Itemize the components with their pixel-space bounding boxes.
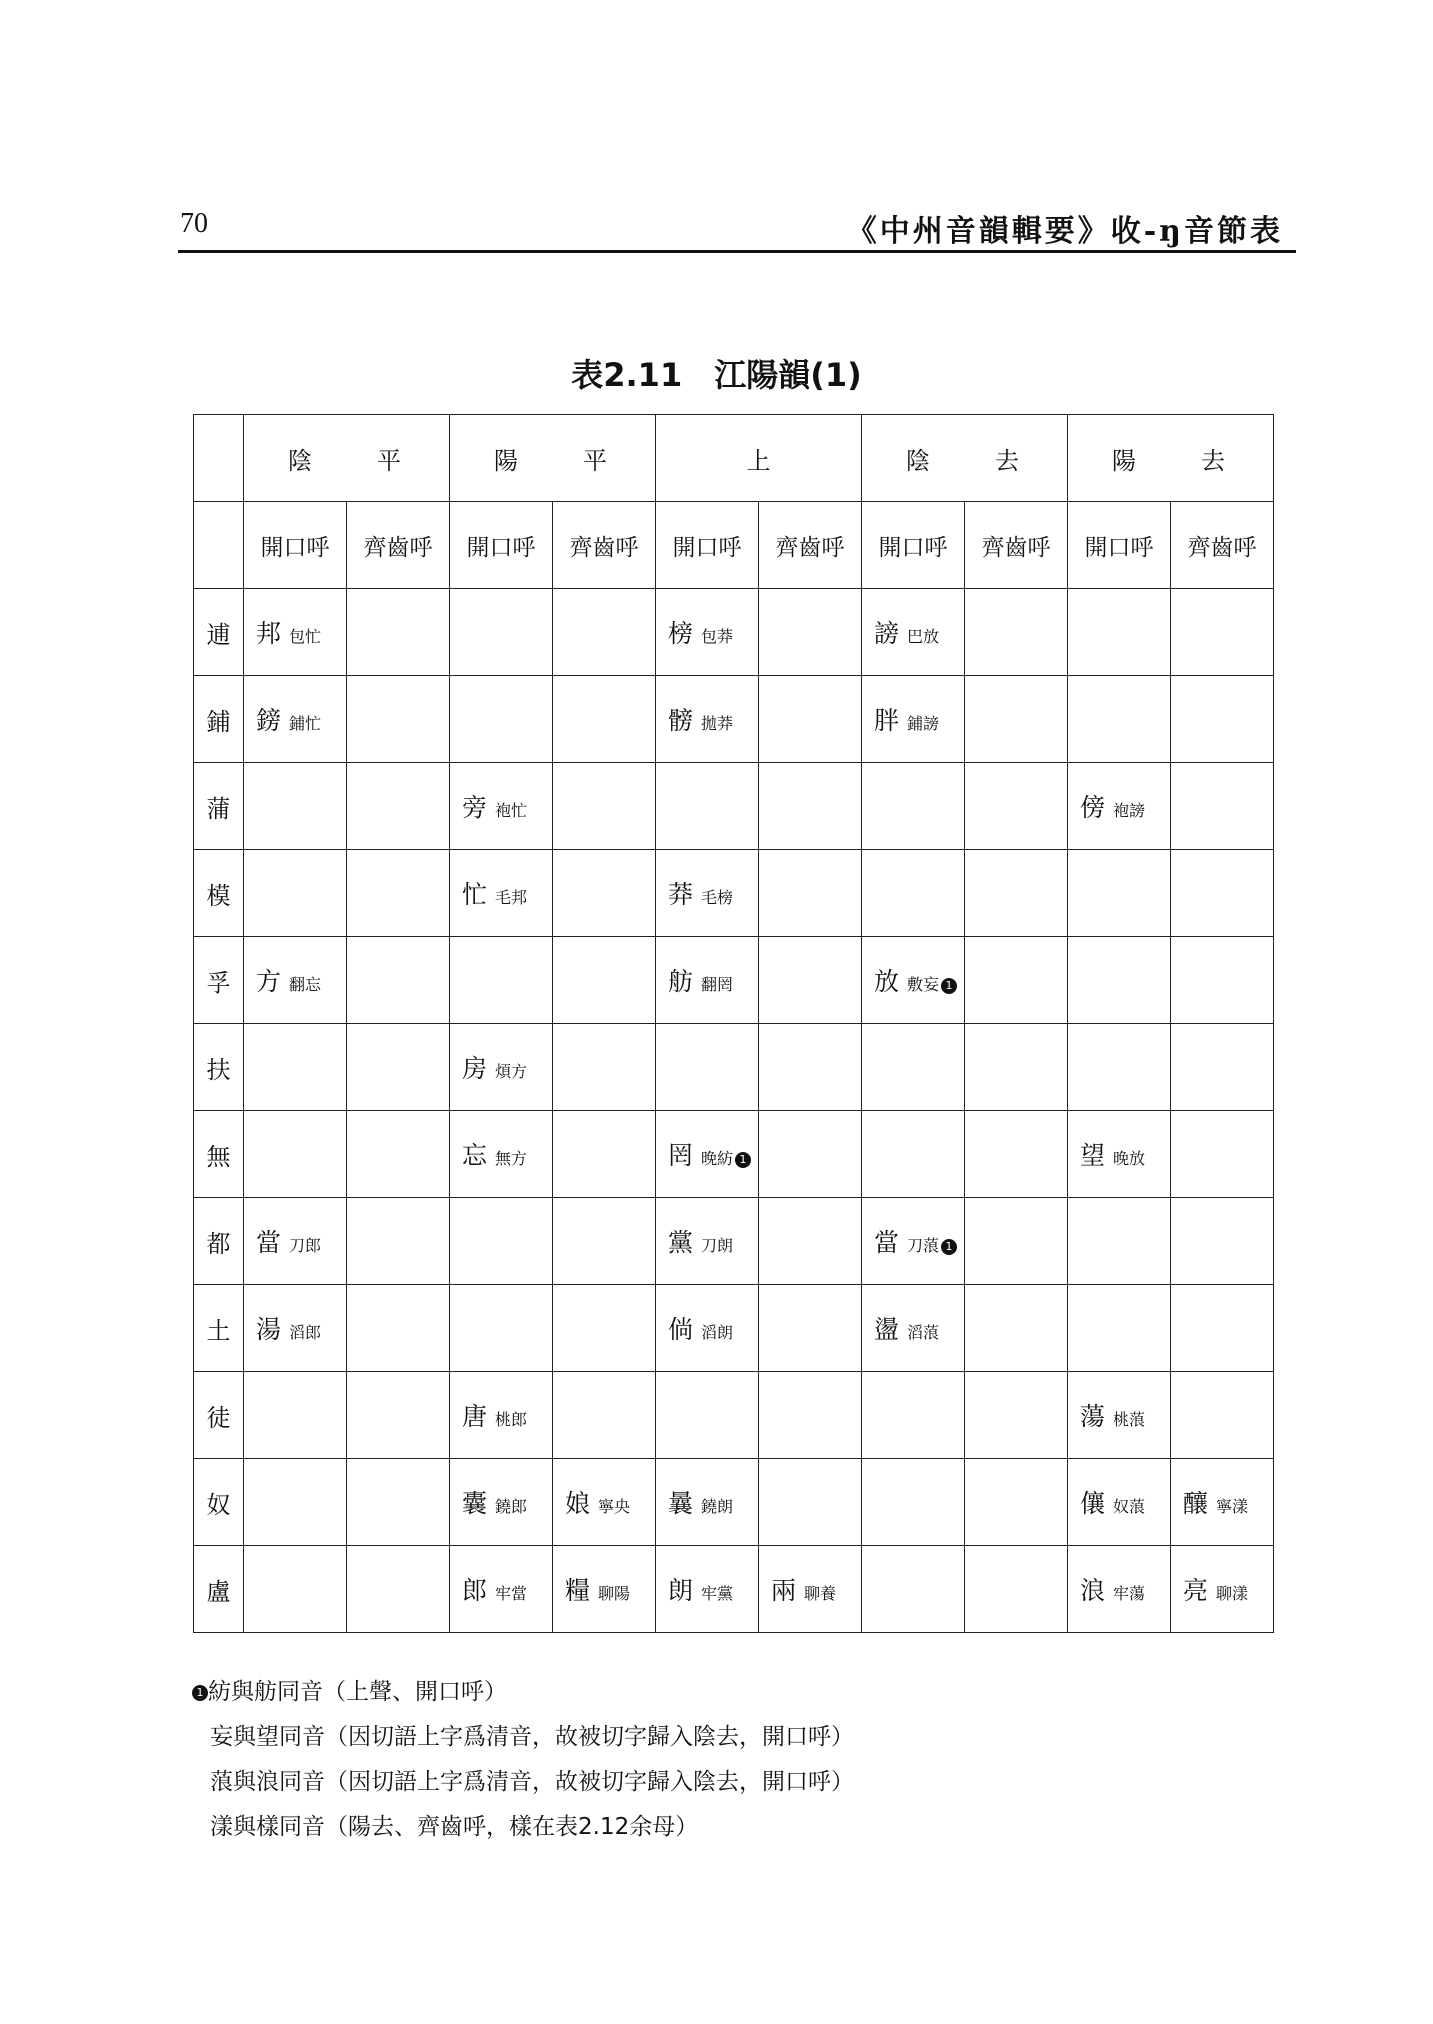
fanqie-spelling: 滔蒗 <box>907 1323 940 1342</box>
empty-cell <box>1171 1285 1274 1372</box>
empty-cell <box>965 850 1068 937</box>
empty-cell <box>1171 1372 1274 1459</box>
syllable-char: 兩 <box>771 1576 797 1605</box>
footnote-marker: 1 <box>192 1685 208 1701</box>
empty-cell <box>1068 676 1171 763</box>
syllable-cell <box>1068 1372 1171 1459</box>
initial-cell: 逋 <box>194 589 244 676</box>
hu-label: 齊齒呼 <box>1171 502 1274 589</box>
empty-cell <box>553 850 656 937</box>
empty-cell <box>759 676 862 763</box>
empty-cell <box>347 1459 450 1546</box>
syllable-char: 鎊 <box>256 706 282 735</box>
fanqie-spelling: 毛榜 <box>701 888 734 907</box>
syllable-cell <box>1171 1459 1274 1546</box>
syllable-char: 忘 <box>462 1141 488 1170</box>
hu-label: 齊齒呼 <box>553 502 656 589</box>
empty-cell <box>244 1024 347 1111</box>
empty-cell <box>450 589 553 676</box>
empty-cell <box>965 1372 1068 1459</box>
hu-label: 開口呼 <box>1068 502 1171 589</box>
syllable-char: 浪 <box>1080 1576 1106 1605</box>
empty-cell <box>244 1459 347 1546</box>
syllable-entry <box>244 1310 346 1346</box>
syllable-char: 房 <box>462 1054 488 1083</box>
empty-cell <box>553 676 656 763</box>
syllable-entry <box>656 875 758 911</box>
syllable-entry <box>450 788 552 824</box>
fanqie-spelling: 包忙 <box>289 627 322 646</box>
empty-cell <box>347 676 450 763</box>
syllable-cell <box>1068 1111 1171 1198</box>
syllable-entry <box>244 614 346 650</box>
empty-cell <box>347 937 450 1024</box>
fanqie-spelling: 翻罔 <box>701 975 734 994</box>
fanqie-spelling: 鋪謗 <box>907 714 940 733</box>
tone-label-part: 去 <box>995 446 1019 475</box>
table-row <box>194 1198 1274 1285</box>
fanqie-spelling: 牢黨 <box>701 1584 734 1603</box>
syllable-entry <box>450 1397 552 1433</box>
fanqie-spelling: 包莽 <box>701 627 734 646</box>
tone-label-pair <box>244 441 449 476</box>
fanqie-spelling: 鋪忙 <box>289 714 322 733</box>
syllable-entry <box>656 1310 758 1346</box>
syllable-cell <box>862 1285 965 1372</box>
hu-label: 開口呼 <box>450 502 553 589</box>
syllable-cell <box>656 850 759 937</box>
syllable-cell <box>450 763 553 850</box>
empty-cell <box>1171 1111 1274 1198</box>
syllable-cell <box>244 1198 347 1285</box>
syllable-cell <box>656 937 759 1024</box>
fanqie-spelling: 袍忙 <box>495 801 528 820</box>
tone-label-part: 平 <box>377 446 401 475</box>
empty-cell <box>965 1111 1068 1198</box>
tone-label-pair <box>862 441 1067 476</box>
fanqie-spelling: 聊陽 <box>598 1584 631 1603</box>
empty-cell <box>759 1459 862 1546</box>
tone-header <box>656 415 862 502</box>
syllable-cell <box>656 1546 759 1633</box>
empty-cell <box>1171 589 1274 676</box>
empty-cell <box>244 1546 347 1633</box>
syllable-entry <box>656 1571 758 1607</box>
empty-cell <box>450 1285 553 1372</box>
corner-cell <box>194 415 244 502</box>
hu-label: 齊齒呼 <box>759 502 862 589</box>
fanqie-spelling: 刀郎 <box>289 1236 322 1255</box>
tone-label-part: 平 <box>583 446 607 475</box>
empty-cell <box>347 850 450 937</box>
tone-label-part: 陽 <box>1112 446 1136 475</box>
initial-cell: 無 <box>194 1111 244 1198</box>
syllable-char: 黨 <box>668 1228 694 1257</box>
hu-label: 齊齒呼 <box>965 502 1068 589</box>
empty-cell <box>1068 589 1171 676</box>
empty-cell <box>1068 1024 1171 1111</box>
syllable-char: 傍 <box>1080 793 1106 822</box>
empty-cell <box>965 1546 1068 1633</box>
syllable-entry <box>1068 1484 1170 1520</box>
corner-cell <box>194 502 244 589</box>
tone-header <box>244 415 450 502</box>
syllable-char: 方 <box>256 967 282 996</box>
empty-cell <box>862 1024 965 1111</box>
table-row <box>194 676 1274 763</box>
syllable-entry <box>656 1136 758 1172</box>
syllable-char: 胖 <box>874 706 900 735</box>
tone-label-part: 去 <box>1201 446 1225 475</box>
empty-cell <box>244 1111 347 1198</box>
syllable-cell <box>656 676 759 763</box>
empty-cell <box>759 763 862 850</box>
syllable-char: 放 <box>874 967 900 996</box>
syllable-entry <box>1171 1484 1273 1520</box>
fanqie-spelling: 巴放 <box>907 627 940 646</box>
fanqie-spelling: 晚紡 <box>701 1149 734 1168</box>
syllable-cell <box>862 589 965 676</box>
table-row <box>194 1459 1274 1546</box>
syllable-cell <box>244 1285 347 1372</box>
syllable-char: 盪 <box>874 1315 900 1344</box>
empty-cell <box>862 1459 965 1546</box>
fanqie-spelling: 鐃朗 <box>701 1497 734 1516</box>
hu-header-row <box>194 502 1274 589</box>
syllable-char: 儴 <box>1080 1489 1106 1518</box>
initial-cell: 蒲 <box>194 763 244 850</box>
syllable-cell <box>450 850 553 937</box>
tone-label-pair <box>450 441 655 476</box>
syllable-entry <box>553 1571 655 1607</box>
syllable-cell <box>862 937 965 1024</box>
tone-label-part: 陽 <box>494 446 518 475</box>
footnote-line: 蒗與浪同音（因切語上字爲清音，故被切字歸入陰去，開口呼） <box>210 1769 854 1795</box>
empty-cell <box>656 763 759 850</box>
footnote-line: 1 紡與舫同音（上聲、開口呼） <box>190 1670 854 1715</box>
running-title: 《中州音韻輯要》收-ŋ音節表 <box>846 214 1283 249</box>
syllable-char: 朗 <box>668 1576 694 1605</box>
fanqie-spelling: 翻忘 <box>289 975 322 994</box>
tone-header <box>450 415 656 502</box>
syllable-cell <box>244 676 347 763</box>
tone-label-part: 陰 <box>288 446 312 475</box>
syllable-cell <box>656 1198 759 1285</box>
empty-cell <box>1068 937 1171 1024</box>
initial-cell: 盧 <box>194 1546 244 1633</box>
syllable-char: 曩 <box>668 1489 694 1518</box>
table-title: 表2.11 江陽韻(1) <box>571 356 862 394</box>
table-row <box>194 1111 1274 1198</box>
empty-cell <box>1068 1285 1171 1372</box>
initial-cell: 模 <box>194 850 244 937</box>
syllable-entry <box>1068 1136 1170 1172</box>
syllable-cell <box>656 1111 759 1198</box>
table-row <box>194 763 1274 850</box>
empty-cell <box>347 1198 450 1285</box>
fanqie-spelling: 牢當 <box>495 1584 528 1603</box>
syllable-entry <box>1171 1571 1273 1607</box>
syllable-cell <box>244 589 347 676</box>
syllable-entry <box>1068 1571 1170 1607</box>
syllable-char: 謗 <box>874 619 900 648</box>
syllable-entry <box>656 1484 758 1520</box>
empty-cell <box>347 1111 450 1198</box>
syllable-entry <box>450 1136 552 1172</box>
syllable-entry <box>759 1571 861 1607</box>
empty-cell <box>347 1546 450 1633</box>
empty-cell <box>965 763 1068 850</box>
footnote-marker: 1 <box>735 1152 751 1168</box>
footnote-line: 妄與望同音（因切語上字爲清音，故被切字歸入陰去，開口呼） <box>210 1724 854 1750</box>
syllable-entry <box>244 701 346 737</box>
syllable-cell <box>553 1459 656 1546</box>
empty-cell <box>553 1111 656 1198</box>
initial-cell: 徒 <box>194 1372 244 1459</box>
syllable-entry <box>1068 1397 1170 1433</box>
empty-cell <box>759 1372 862 1459</box>
table-row <box>194 1024 1274 1111</box>
empty-cell <box>450 1198 553 1285</box>
syllable-cell <box>656 589 759 676</box>
empty-cell <box>862 763 965 850</box>
syllable-char: 忙 <box>462 880 488 909</box>
syllable-char: 榜 <box>668 619 694 648</box>
fanqie-spelling: 聊養 <box>804 1584 837 1603</box>
syllable-char: 旁 <box>462 793 488 822</box>
empty-cell <box>965 676 1068 763</box>
empty-cell <box>450 937 553 1024</box>
empty-cell <box>862 1372 965 1459</box>
fanqie-spelling: 奴蒗 <box>1113 1497 1146 1516</box>
syllable-entry <box>450 1484 552 1520</box>
fanqie-spelling: 刀朗 <box>701 1236 734 1255</box>
empty-cell <box>965 1285 1068 1372</box>
syllable-entry <box>862 701 964 737</box>
syllable-entry <box>244 962 346 998</box>
fanqie-spelling: 鐃郎 <box>495 1497 528 1516</box>
empty-cell <box>553 1285 656 1372</box>
empty-cell <box>862 1111 965 1198</box>
syllable-cell <box>1068 1546 1171 1633</box>
fanqie-spelling: 敷妄 <box>907 975 940 994</box>
fanqie-spelling: 聊漾 <box>1216 1584 1249 1603</box>
syllable-char: 邦 <box>256 619 282 648</box>
fanqie-spelling: 牢蕩 <box>1113 1584 1146 1603</box>
empty-cell <box>347 589 450 676</box>
syllable-char: 髈 <box>668 706 694 735</box>
fanqie-spelling: 桃蒗 <box>1113 1410 1146 1429</box>
syllable-cell <box>656 1285 759 1372</box>
empty-cell <box>1068 1198 1171 1285</box>
syllable-cell <box>450 1546 553 1633</box>
fanqie-spelling: 寧漾 <box>1216 1497 1249 1516</box>
empty-cell <box>759 1285 862 1372</box>
syllable-char: 糧 <box>565 1576 591 1605</box>
hu-label: 開口呼 <box>244 502 347 589</box>
fanqie-spelling: 刀蒗 <box>907 1236 940 1255</box>
empty-cell <box>1171 763 1274 850</box>
syllable-char: 莽 <box>668 880 694 909</box>
empty-cell <box>759 937 862 1024</box>
table-row <box>194 937 1274 1024</box>
empty-cell <box>553 589 656 676</box>
syllable-char: 舫 <box>668 967 694 996</box>
rhyme-table <box>193 414 1274 1633</box>
empty-cell <box>759 850 862 937</box>
syllable-char: 當 <box>256 1228 282 1257</box>
empty-cell <box>862 850 965 937</box>
empty-cell <box>965 589 1068 676</box>
syllable-entry <box>553 1484 655 1520</box>
hu-label: 開口呼 <box>862 502 965 589</box>
syllable-cell <box>1068 763 1171 850</box>
syllable-cell <box>862 1198 965 1285</box>
initial-cell: 孚 <box>194 937 244 1024</box>
rhyme-table-body <box>194 415 1274 1633</box>
empty-cell <box>347 763 450 850</box>
empty-cell <box>1171 937 1274 1024</box>
syllable-char: 郎 <box>462 1576 488 1605</box>
empty-cell <box>1171 850 1274 937</box>
syllable-cell <box>244 937 347 1024</box>
footnote-line: 漾與樣同音（陽去、齊齒呼，樣在表2.12余母） <box>210 1814 699 1840</box>
table-row <box>194 589 1274 676</box>
syllable-cell <box>1171 1546 1274 1633</box>
syllable-char: 娘 <box>565 1489 591 1518</box>
fanqie-spelling: 拋莽 <box>701 714 734 733</box>
syllable-cell <box>759 1546 862 1633</box>
syllable-entry <box>450 875 552 911</box>
page-number: 70 <box>180 208 208 239</box>
syllable-cell <box>450 1024 553 1111</box>
syllable-entry <box>656 962 758 998</box>
tone-label-pair <box>1068 441 1273 476</box>
empty-cell <box>347 1024 450 1111</box>
empty-cell <box>965 1459 1068 1546</box>
empty-cell <box>965 937 1068 1024</box>
tone-label: 上 <box>746 446 771 475</box>
syllable-char: 湯 <box>256 1315 282 1344</box>
empty-cell <box>1068 850 1171 937</box>
fanqie-spelling: 滔朗 <box>701 1323 734 1342</box>
fanqie-spelling: 桃郎 <box>495 1410 528 1429</box>
syllable-entry <box>450 1049 552 1085</box>
syllable-entry <box>656 614 758 650</box>
syllable-char: 蕩 <box>1080 1402 1106 1431</box>
syllable-entry <box>862 962 964 998</box>
syllable-entry <box>656 701 758 737</box>
table-row <box>194 1285 1274 1372</box>
syllable-cell <box>450 1459 553 1546</box>
tone-header-row <box>194 415 1274 502</box>
initial-cell: 都 <box>194 1198 244 1285</box>
syllable-char: 罔 <box>668 1141 694 1170</box>
fanqie-spelling: 無方 <box>495 1149 528 1168</box>
empty-cell <box>759 1111 862 1198</box>
syllable-entry <box>450 1571 552 1607</box>
syllable-cell <box>450 1372 553 1459</box>
fanqie-spelling: 毛邦 <box>495 888 528 907</box>
syllable-cell <box>862 676 965 763</box>
empty-cell <box>759 589 862 676</box>
empty-cell <box>759 1024 862 1111</box>
initial-cell: 扶 <box>194 1024 244 1111</box>
empty-cell <box>553 763 656 850</box>
tone-label-part: 陰 <box>906 446 930 475</box>
empty-cell <box>553 1198 656 1285</box>
empty-cell <box>244 850 347 937</box>
syllable-entry <box>1068 788 1170 824</box>
syllable-entry <box>244 1223 346 1259</box>
empty-cell <box>244 1372 347 1459</box>
tone-header <box>1068 415 1274 502</box>
footnote-marker: 1 <box>941 978 957 994</box>
initial-cell: 土 <box>194 1285 244 1372</box>
empty-cell <box>656 1024 759 1111</box>
footnote-marker: 1 <box>941 1239 957 1255</box>
fanqie-spelling: 寧央 <box>598 1497 631 1516</box>
tone-header <box>862 415 1068 502</box>
empty-cell <box>965 1198 1068 1285</box>
syllable-cell <box>1068 1459 1171 1546</box>
hu-label: 開口呼 <box>656 502 759 589</box>
empty-cell <box>1171 1198 1274 1285</box>
hu-label: 齊齒呼 <box>347 502 450 589</box>
empty-cell <box>862 1546 965 1633</box>
empty-cell <box>553 937 656 1024</box>
empty-cell <box>244 763 347 850</box>
fanqie-spelling: 袍謗 <box>1113 801 1146 820</box>
footnotes <box>190 1670 854 1850</box>
fanqie-spelling: 滔郎 <box>289 1323 322 1342</box>
syllable-char: 釀 <box>1183 1489 1209 1518</box>
syllable-char: 當 <box>874 1228 900 1257</box>
syllable-cell <box>553 1546 656 1633</box>
fanqie-spelling: 煩方 <box>495 1062 528 1081</box>
empty-cell <box>965 1024 1068 1111</box>
empty-cell <box>347 1285 450 1372</box>
empty-cell <box>1171 676 1274 763</box>
empty-cell <box>759 1198 862 1285</box>
fanqie-spelling: 晚放 <box>1113 1149 1146 1168</box>
table-row <box>194 1372 1274 1459</box>
syllable-cell <box>450 1111 553 1198</box>
table-row <box>194 1546 1274 1633</box>
empty-cell <box>656 1372 759 1459</box>
table-row <box>194 850 1274 937</box>
syllable-entry <box>862 1310 964 1346</box>
syllable-char: 望 <box>1080 1141 1106 1170</box>
empty-cell <box>450 676 553 763</box>
syllable-char: 亮 <box>1183 1576 1209 1605</box>
syllable-entry <box>656 1223 758 1259</box>
syllable-cell <box>656 1459 759 1546</box>
syllable-char: 囊 <box>462 1489 488 1518</box>
syllable-char: 唐 <box>462 1402 488 1431</box>
syllable-char: 倘 <box>668 1315 694 1344</box>
syllable-entry <box>862 614 964 650</box>
empty-cell <box>347 1372 450 1459</box>
initial-cell: 鋪 <box>194 676 244 763</box>
syllable-entry <box>862 1223 964 1259</box>
empty-cell <box>1171 1024 1274 1111</box>
initial-cell: 奴 <box>194 1459 244 1546</box>
header-rule <box>178 250 1296 253</box>
empty-cell <box>553 1372 656 1459</box>
empty-cell <box>553 1024 656 1111</box>
